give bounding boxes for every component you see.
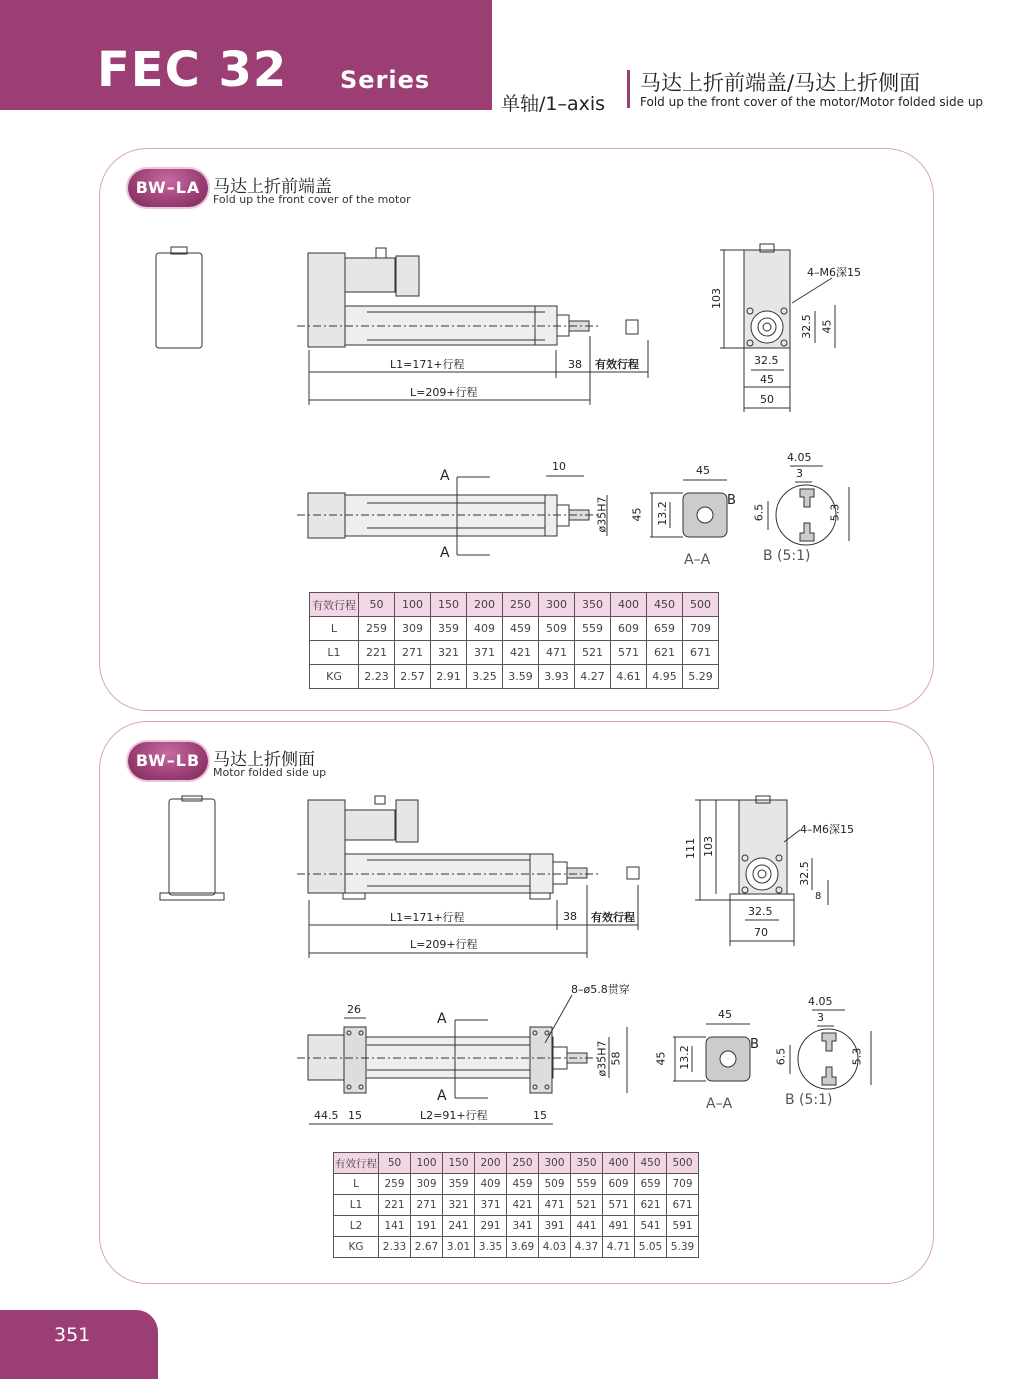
la-dim-l: L=209+行程 bbox=[410, 386, 478, 399]
table-header-cell: 200 bbox=[475, 1153, 507, 1174]
table-cell: 271 bbox=[395, 641, 431, 665]
table-cell: 471 bbox=[539, 641, 575, 665]
lb-b-3: 3 bbox=[817, 1011, 824, 1024]
page-title-en: Fold up the front cover of the motor/Motor folded side up bbox=[640, 95, 984, 109]
table-cell: 371 bbox=[467, 641, 503, 665]
table-header-cell: 300 bbox=[539, 593, 575, 617]
lb-dim-holes: 8–ø5.8贯穿 bbox=[571, 983, 630, 996]
table-header-cell: 250 bbox=[507, 1153, 539, 1174]
la-dim-45b: 45 bbox=[760, 373, 774, 386]
table-header-cell: 250 bbox=[503, 593, 539, 617]
table-row bbox=[334, 1195, 699, 1216]
lb-sec-aa: A–A bbox=[706, 1096, 733, 1112]
section-la-title-cn: 马达上折前端盖 bbox=[213, 177, 332, 197]
lb-b-6-5: 6.5 bbox=[774, 1047, 788, 1066]
table-cell: 409 bbox=[475, 1174, 507, 1195]
table-cell: L bbox=[334, 1174, 379, 1195]
table-header-cell: 500 bbox=[667, 1153, 699, 1174]
table-header-cell: 100 bbox=[395, 593, 431, 617]
table-cell: 459 bbox=[507, 1174, 539, 1195]
table-cell: L bbox=[310, 617, 359, 641]
table-header-cell: 350 bbox=[571, 1153, 603, 1174]
table-header-cell: 400 bbox=[611, 593, 647, 617]
table-header-cell: 350 bbox=[575, 593, 611, 617]
lb-dim-26: 26 bbox=[347, 1003, 361, 1016]
table-cell: 621 bbox=[635, 1195, 667, 1216]
table-cell: 3.25 bbox=[467, 665, 503, 689]
la-dim-l1: L1=171+行程 bbox=[390, 358, 465, 371]
table-cell: 409 bbox=[467, 617, 503, 641]
table-cell: 4.37 bbox=[571, 1237, 603, 1258]
table-header-cell: 300 bbox=[539, 1153, 571, 1174]
table-cell: 309 bbox=[411, 1174, 443, 1195]
table-cell: 4.95 bbox=[647, 665, 683, 689]
table-header-cell: 400 bbox=[603, 1153, 635, 1174]
la-sec-45h: 45 bbox=[630, 507, 644, 522]
table-cell: 259 bbox=[379, 1174, 411, 1195]
badge-bw-la: BW–LA bbox=[128, 169, 208, 207]
lb-dim-58: 58 bbox=[609, 1051, 623, 1066]
table-cell: 359 bbox=[443, 1174, 475, 1195]
table-cell: 359 bbox=[431, 617, 467, 641]
la-sec-45w: 45 bbox=[696, 464, 710, 477]
table-cell: 421 bbox=[507, 1195, 539, 1216]
table-cell: 509 bbox=[539, 617, 575, 641]
lb-drawings bbox=[160, 796, 871, 1124]
la-dim-50: 50 bbox=[760, 393, 774, 406]
la-dim-38: 38 bbox=[568, 358, 582, 371]
la-b-scale: B (5:1) bbox=[763, 548, 811, 564]
table-row bbox=[334, 1216, 699, 1237]
table-cell: 5.05 bbox=[635, 1237, 667, 1258]
table-row bbox=[334, 1237, 699, 1258]
series-label: Series bbox=[340, 66, 431, 94]
la-dim-32-5a: 32.5 bbox=[799, 314, 813, 339]
lb-top-view bbox=[297, 796, 639, 899]
lb-dim-44-5: 44.5 bbox=[314, 1109, 339, 1122]
table-cell: 3.35 bbox=[475, 1237, 507, 1258]
table-cell: 609 bbox=[603, 1174, 635, 1195]
table-cell: L1 bbox=[310, 641, 359, 665]
table-header-cell: 150 bbox=[431, 593, 467, 617]
table-header-cell: 200 bbox=[467, 593, 503, 617]
table-cell: KG bbox=[310, 665, 359, 689]
lb-sec-45h: 45 bbox=[654, 1051, 668, 1066]
table-header-cell: 450 bbox=[635, 1153, 667, 1174]
lb-dim-70: 70 bbox=[754, 926, 768, 939]
table-cell: 221 bbox=[359, 641, 395, 665]
lb-dim-32-5a: 32.5 bbox=[797, 861, 811, 886]
table-cell: 341 bbox=[507, 1216, 539, 1237]
lb-dim-m6: 4–M6深15 bbox=[800, 823, 854, 836]
lb-b-5-3: 5.3 bbox=[850, 1047, 864, 1066]
table-cell: 4.61 bbox=[611, 665, 647, 689]
table-cell: 2.33 bbox=[379, 1237, 411, 1258]
table-cell: 571 bbox=[611, 641, 647, 665]
lb-dim-stroke: 有效行程 bbox=[591, 911, 635, 924]
table-cell: 509 bbox=[539, 1174, 571, 1195]
table-header-cell: 150 bbox=[443, 1153, 475, 1174]
table-cell: 191 bbox=[411, 1216, 443, 1237]
page-title-cn: 马达上折前端盖/马达上折侧面 bbox=[640, 71, 921, 95]
section-lb-title-en: Motor folded side up bbox=[213, 766, 327, 779]
la-sec-13-2: 13.2 bbox=[655, 501, 669, 526]
la-dim-32-5b: 32.5 bbox=[754, 354, 779, 367]
table-cell: 659 bbox=[635, 1174, 667, 1195]
table-cell: 2.23 bbox=[359, 665, 395, 689]
lb-dim-15b: 15 bbox=[533, 1109, 547, 1122]
table-cell: 421 bbox=[503, 641, 539, 665]
lb-dim-l: L=209+行程 bbox=[410, 938, 478, 951]
table-cell: 271 bbox=[411, 1195, 443, 1216]
table-cell: 521 bbox=[571, 1195, 603, 1216]
lb-sec-45w: 45 bbox=[718, 1008, 732, 1021]
lb-dim-8: 8 bbox=[815, 891, 822, 902]
la-sec-b-mark: B bbox=[727, 493, 736, 508]
lb-b-4-05: 4.05 bbox=[808, 995, 833, 1008]
la-dim-stroke: 有效行程 bbox=[595, 358, 639, 371]
table-cell: 609 bbox=[611, 617, 647, 641]
table-cell: L2 bbox=[334, 1216, 379, 1237]
section-lb-title-cn: 马达上折侧面 bbox=[213, 750, 315, 770]
table-cell: 309 bbox=[395, 617, 431, 641]
table-cell: 559 bbox=[571, 1174, 603, 1195]
lb-dim-l2: L2=91+行程 bbox=[420, 1109, 488, 1122]
table-row bbox=[334, 1174, 699, 1195]
table-header-cell: 100 bbox=[411, 1153, 443, 1174]
model-title: FEC 32 bbox=[97, 42, 288, 98]
lb-dim-38: 38 bbox=[563, 910, 577, 923]
section-la-title-en: Fold up the front cover of the motor bbox=[213, 193, 411, 206]
lb-dim-a-top: A bbox=[437, 1011, 447, 1027]
table-cell: 3.69 bbox=[507, 1237, 539, 1258]
table-cell: 541 bbox=[635, 1216, 667, 1237]
table-cell: 621 bbox=[647, 641, 683, 665]
table-header-cell: 500 bbox=[683, 593, 719, 617]
badge-bw-lb: BW–LB bbox=[128, 742, 208, 780]
table-cell: 2.91 bbox=[431, 665, 467, 689]
table-cell: 491 bbox=[603, 1216, 635, 1237]
table-cell: 291 bbox=[475, 1216, 507, 1237]
table-cell: 559 bbox=[575, 617, 611, 641]
table-cell: 391 bbox=[539, 1216, 571, 1237]
table-cell: 221 bbox=[379, 1195, 411, 1216]
lb-b-scale: B (5:1) bbox=[785, 1092, 833, 1108]
table-cell: 659 bbox=[647, 617, 683, 641]
lb-end-view bbox=[730, 796, 800, 900]
table-cell: 671 bbox=[683, 641, 719, 665]
table-header-cell: 有效行程 bbox=[310, 593, 359, 617]
table-header-cell: 50 bbox=[379, 1153, 411, 1174]
table-cell: 4.71 bbox=[603, 1237, 635, 1258]
table-cell: 459 bbox=[503, 617, 539, 641]
table-cell: 259 bbox=[359, 617, 395, 641]
lb-dim-shaft: ø35H7 bbox=[595, 1040, 609, 1077]
table-cell: 3.01 bbox=[443, 1237, 475, 1258]
table-cell: KG bbox=[334, 1237, 379, 1258]
table-cell: 4.03 bbox=[539, 1237, 571, 1258]
la-dim-a-bot: A bbox=[440, 545, 450, 561]
la-sec-aa: A–A bbox=[684, 552, 711, 568]
table-cell: 591 bbox=[667, 1216, 699, 1237]
table-cell: 571 bbox=[603, 1195, 635, 1216]
table-cell: 709 bbox=[683, 617, 719, 641]
table-cell: 471 bbox=[539, 1195, 571, 1216]
table-cell: 141 bbox=[379, 1216, 411, 1237]
la-dim-shaft: ø35H7 bbox=[595, 496, 609, 533]
lb-sec-b-mark: B bbox=[750, 1037, 759, 1052]
table-cell: 5.29 bbox=[683, 665, 719, 689]
la-dim-a-top: A bbox=[440, 468, 450, 484]
la-b-4-05: 4.05 bbox=[787, 451, 812, 464]
table-header-cell: 有效行程 bbox=[334, 1153, 379, 1174]
la-dim-m6: 4–M6深15 bbox=[807, 266, 861, 279]
lb-icon-body bbox=[169, 799, 215, 895]
lb-sec-13-2: 13.2 bbox=[677, 1045, 691, 1070]
lb-dim-111: 111 bbox=[684, 838, 697, 859]
table-cell: 321 bbox=[443, 1195, 475, 1216]
table-cell: 321 bbox=[431, 641, 467, 665]
spec-table-lb bbox=[333, 1152, 699, 1258]
lb-dim-103: 103 bbox=[702, 836, 715, 857]
la-b-6-5: 6.5 bbox=[752, 503, 766, 522]
axis-label: 单轴/1–axis bbox=[501, 93, 606, 115]
table-cell: 709 bbox=[667, 1174, 699, 1195]
table-cell: 3.93 bbox=[539, 665, 575, 689]
lb-dim-l1: L1=171+行程 bbox=[390, 911, 465, 924]
table-cell: 3.59 bbox=[503, 665, 539, 689]
table-cell: 521 bbox=[575, 641, 611, 665]
table-cell: 371 bbox=[475, 1195, 507, 1216]
la-b-5-3: 5.3 bbox=[828, 503, 842, 522]
lb-dim-32-5b: 32.5 bbox=[748, 905, 773, 918]
table-cell: L1 bbox=[334, 1195, 379, 1216]
table-cell: 241 bbox=[443, 1216, 475, 1237]
table-cell: 5.39 bbox=[667, 1237, 699, 1258]
la-b-3: 3 bbox=[796, 467, 803, 480]
table-cell: 2.57 bbox=[395, 665, 431, 689]
la-dim-103: 103 bbox=[710, 288, 723, 309]
la-dim-10: 10 bbox=[552, 460, 566, 473]
page-number: 351 bbox=[54, 1324, 91, 1346]
table-header-cell: 50 bbox=[359, 593, 395, 617]
la-dim-45a: 45 bbox=[820, 319, 834, 334]
lb-dim-a-bot: A bbox=[437, 1088, 447, 1104]
lb-dim-15a: 15 bbox=[348, 1109, 362, 1122]
table-cell: 4.27 bbox=[575, 665, 611, 689]
table-cell: 441 bbox=[571, 1216, 603, 1237]
table-header-cell: 450 bbox=[647, 593, 683, 617]
table-cell: 2.67 bbox=[411, 1237, 443, 1258]
table-cell: 671 bbox=[667, 1195, 699, 1216]
